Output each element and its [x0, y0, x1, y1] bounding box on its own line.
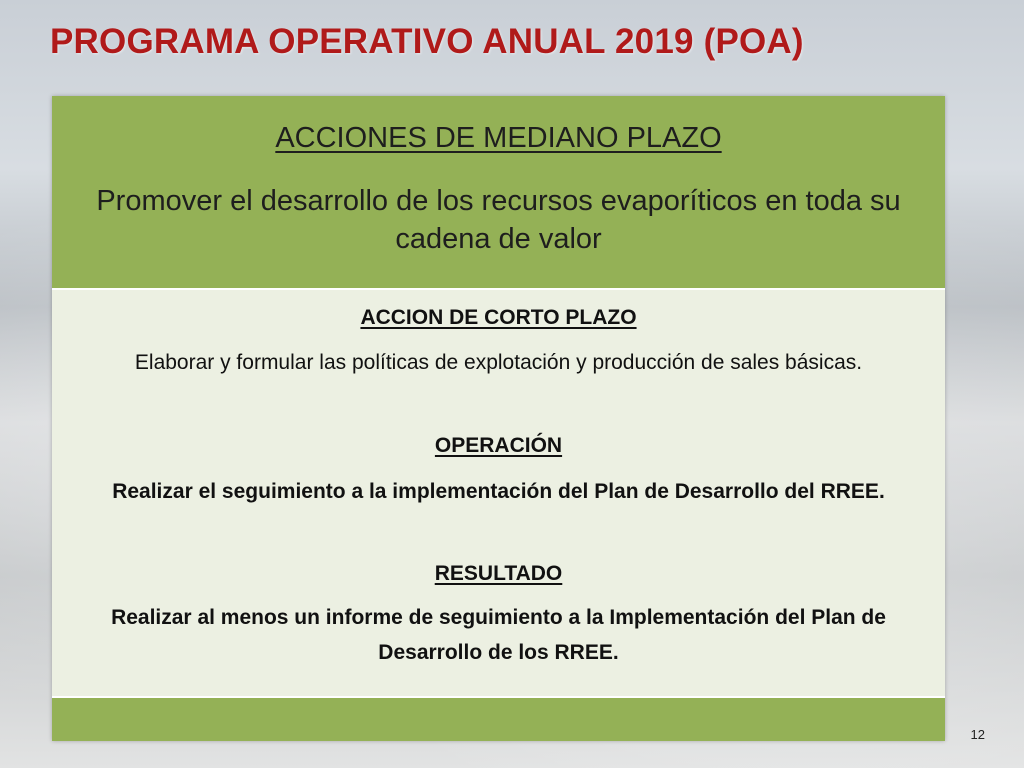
- medium-term-heading: ACCIONES DE MEDIANO PLAZO: [275, 122, 722, 154]
- card-body: [52, 288, 945, 698]
- slide-title: PROGRAMA OPERATIVO ANUAL 2019 (POA): [50, 22, 804, 61]
- result-text: Realizar al menos un informe de seguimiento a la Implementación del Plan de Desarrollo de los RREE.: [111, 606, 886, 664]
- short-term-text: Elaborar y formular las políticas de explotación y producción de sales básicas.: [134, 351, 863, 374]
- operation-text: Realizar el seguimiento a la implementación del Plan de Desarrollo del RREE.: [112, 480, 885, 503]
- content-card: [52, 96, 945, 741]
- medium-term-text: Promover el desarrollo de los recursos evaporíticos en toda su cadena de valor: [96, 185, 901, 255]
- result-label: RESULTADO: [434, 562, 563, 585]
- short-term-label: ACCION DE CORTO PLAZO: [360, 306, 637, 329]
- operation-label: OPERACIÓN: [434, 434, 563, 457]
- card-header: [52, 96, 945, 286]
- page-number: 12: [970, 727, 985, 742]
